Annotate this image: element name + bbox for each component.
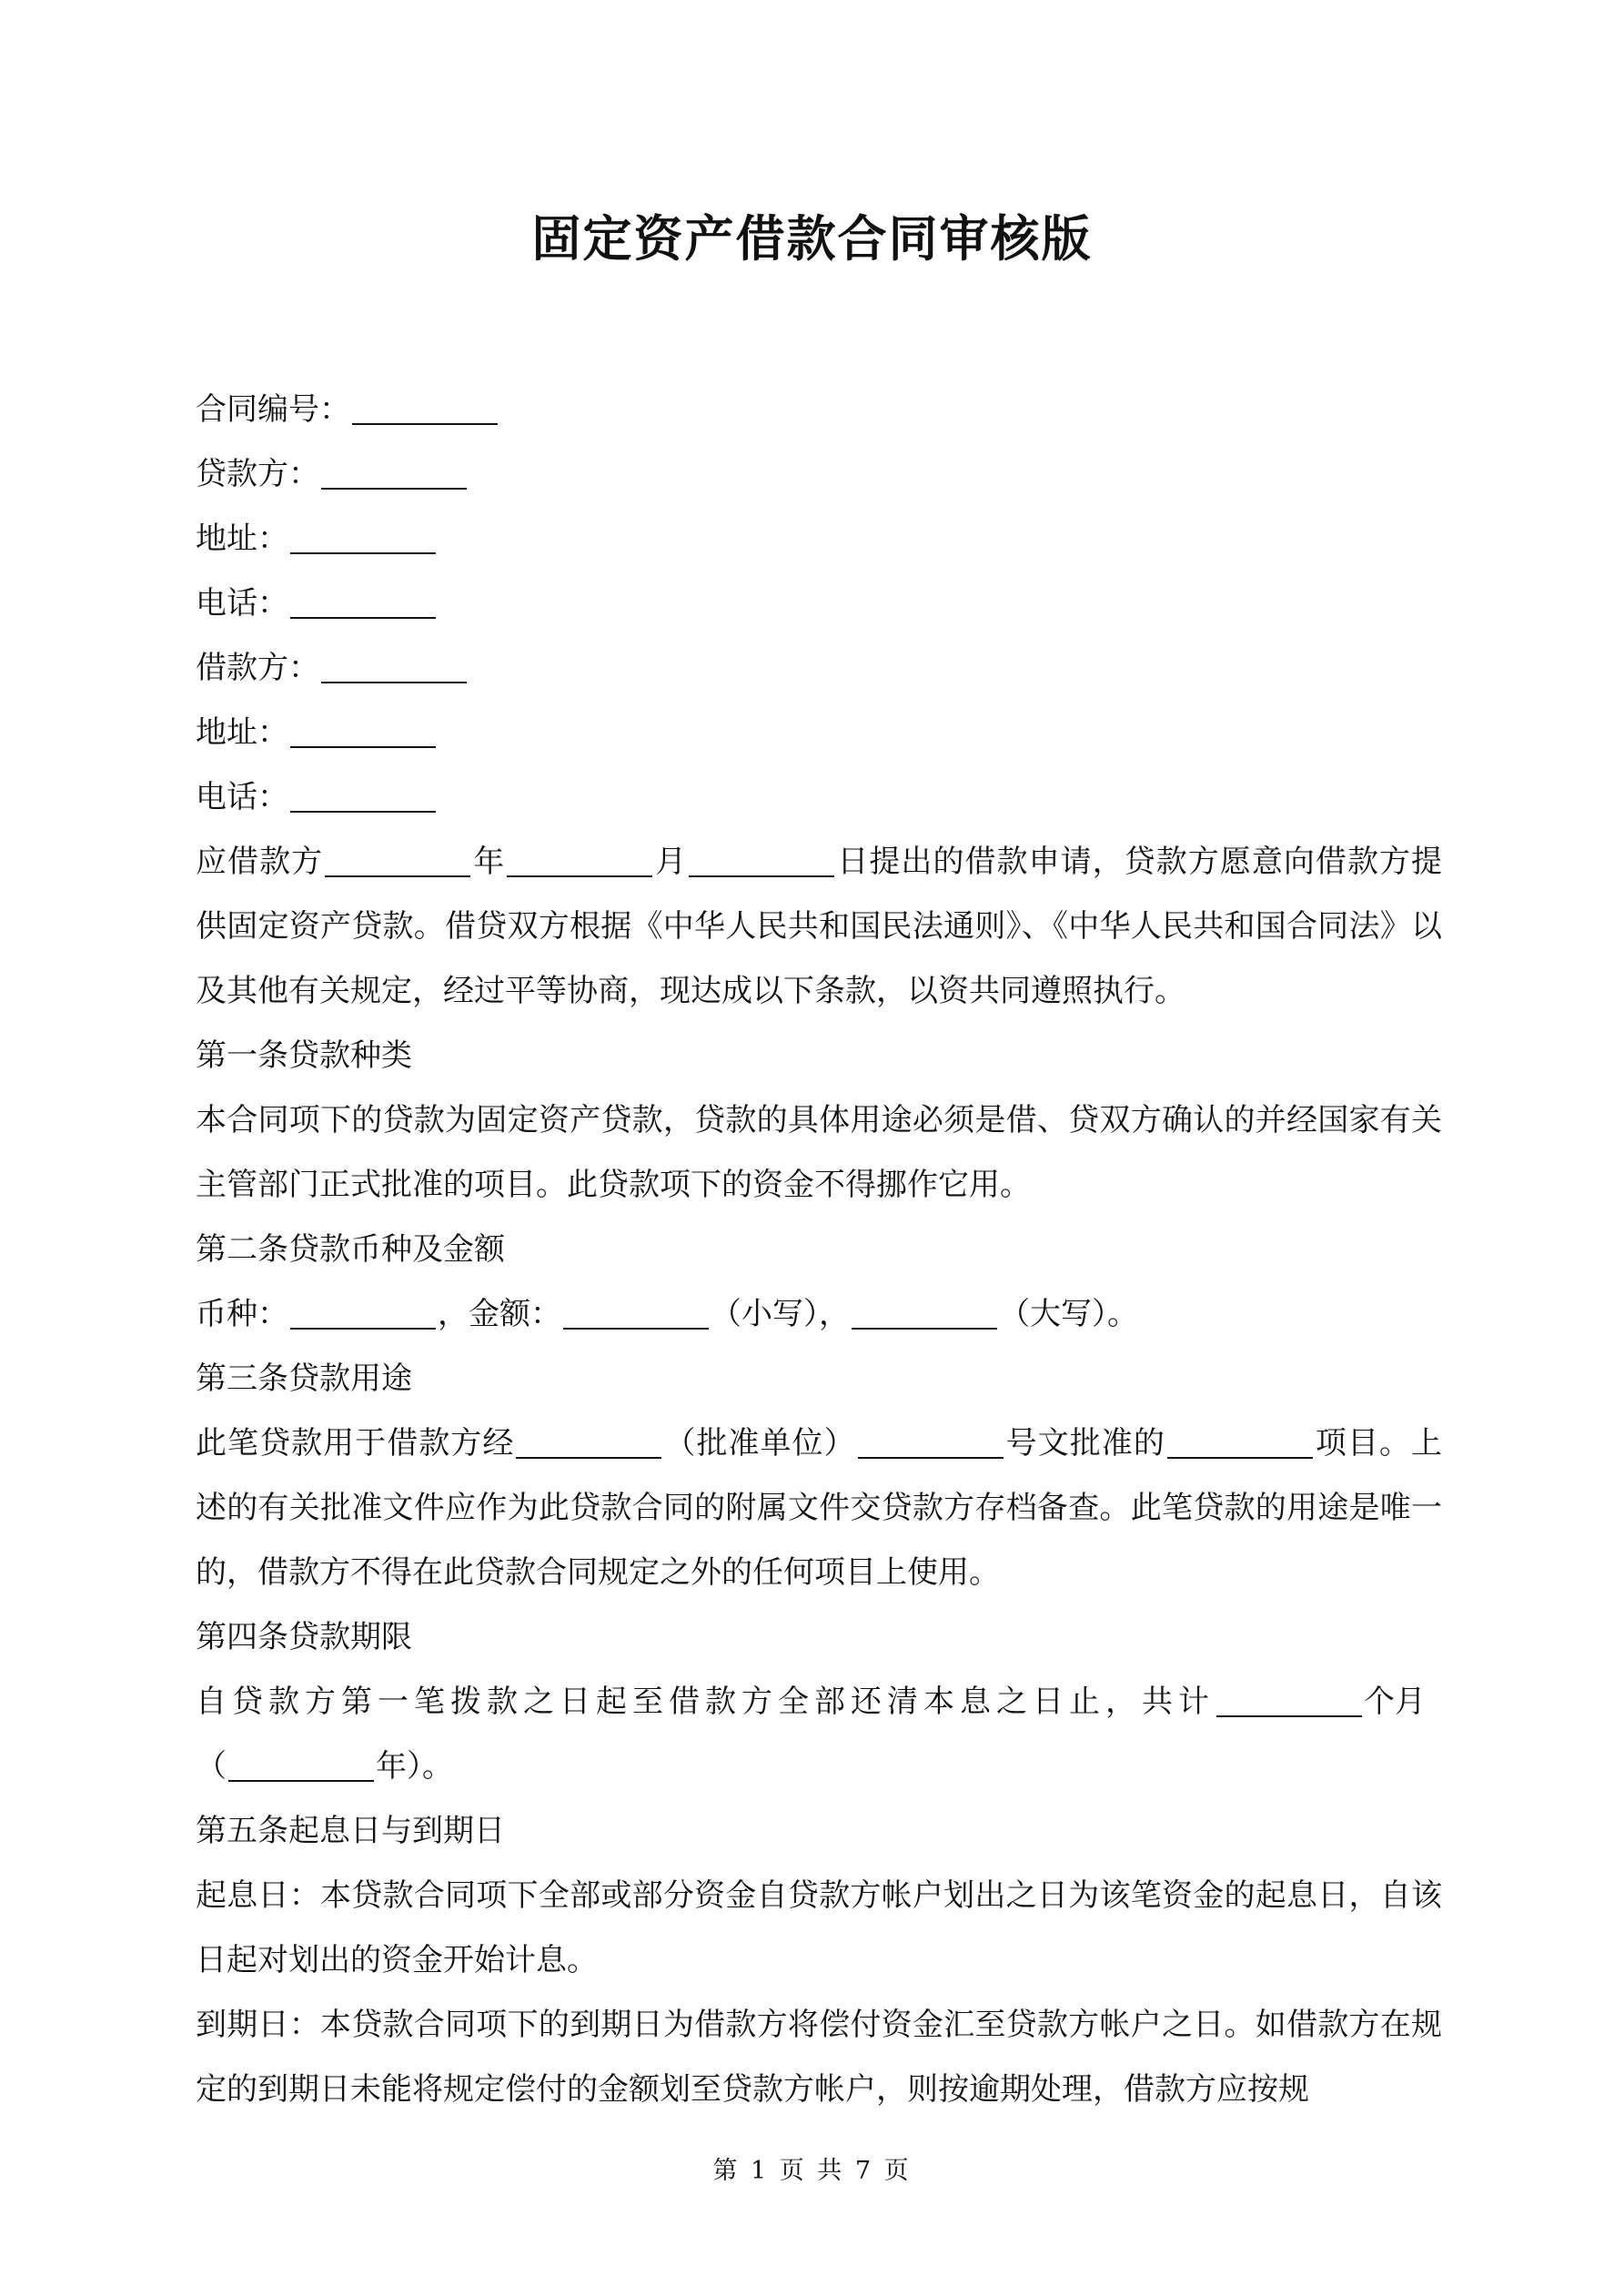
blank-line bbox=[228, 1744, 374, 1782]
field-label: 币种： bbox=[196, 1296, 288, 1332]
intro-paragraph bbox=[196, 830, 1442, 1024]
article-text: 此笔贷款用于借款方经 bbox=[196, 1425, 515, 1462]
blank-line bbox=[290, 516, 436, 554]
article-body bbox=[196, 1411, 1442, 1605]
article-heading: 第一条贷款种类 bbox=[196, 1037, 412, 1074]
blank-line bbox=[290, 710, 436, 748]
blank-line bbox=[1167, 1421, 1313, 1459]
lender-phone-field bbox=[196, 571, 1442, 636]
article-text: 个月 bbox=[1364, 1684, 1426, 1720]
blank-line bbox=[290, 581, 436, 619]
field-label: 地址： bbox=[196, 521, 288, 557]
article-text: 自贷款方第一笔拨款之日起至借款方全部还清本息之日止，共计 bbox=[196, 1684, 1215, 1720]
blank-line bbox=[563, 1291, 709, 1330]
blank-line bbox=[290, 1291, 436, 1330]
blank-line bbox=[516, 1421, 661, 1459]
article-body: 到期日：本贷款合同项下的到期日为借款方将偿付资金汇至贷款方帐户之日。如借款方在规定的到期日未能将规定偿付的金额划至贷款方帐户，则按逾期处理，借款方应按规 bbox=[196, 2007, 1442, 2108]
intro-text: 日提出的借款申请，贷款方愿意向借款方提供固定资产贷款。借贷双方根据《中华人民共和国民法通则》、《中华人民共和国合同法》以及其他有关规定，经过平等协商，现达成以下条款，以资共同遵照执行。 bbox=[196, 844, 1443, 1009]
intro-text: 年 bbox=[472, 844, 506, 880]
document-body bbox=[196, 378, 1442, 2122]
article-text: 年）。 bbox=[376, 1748, 453, 1785]
field-label: （大写）。 bbox=[999, 1296, 1138, 1332]
blank-line bbox=[290, 774, 436, 813]
field-label: 电话： bbox=[196, 779, 288, 815]
field-label: 借款方： bbox=[196, 650, 319, 686]
currency-amount-line bbox=[196, 1282, 1442, 1347]
field-label: ，金额： bbox=[438, 1296, 561, 1332]
article-text: 项目。上述的有关批准文件应作为此贷款合同的附属文件交贷款方存档备查。此笔贷款的用途是唯一的，借款方不得在此贷款合同规定之外的任何项目上使用。 bbox=[196, 1425, 1443, 1591]
article-text: （批准单位） bbox=[663, 1425, 856, 1462]
field-label: 贷款方： bbox=[196, 456, 319, 492]
blank-line bbox=[852, 1291, 997, 1330]
blank-line bbox=[858, 1421, 1004, 1459]
field-label: 地址： bbox=[196, 714, 288, 751]
article-heading: 第四条贷款期限 bbox=[196, 1619, 412, 1655]
field-label: 电话： bbox=[196, 585, 288, 622]
blank-line bbox=[1216, 1679, 1362, 1717]
blank-line bbox=[321, 645, 467, 683]
blank-line bbox=[325, 839, 470, 877]
page-footer: 第 1 页 共 7 页 bbox=[712, 2157, 912, 2185]
blank-line bbox=[507, 839, 652, 877]
document-title: 固定资产借款合同审核版 bbox=[531, 210, 1093, 268]
borrower-phone-field bbox=[196, 765, 1442, 830]
article-body: 起息日：本贷款合同项下全部或部分资金自贷款方帐户划出之日为该笔资金的起息日，自该日起对划出的资金开始计息。 bbox=[196, 1877, 1442, 1978]
field-label: 合同编号： bbox=[196, 391, 350, 428]
article-heading: 第五条起息日与到期日 bbox=[196, 1813, 505, 1849]
blank-line bbox=[352, 387, 498, 425]
article-text: 号文批准的 bbox=[1004, 1425, 1165, 1462]
article-text: （ bbox=[196, 1748, 227, 1785]
lender-field bbox=[196, 442, 1442, 507]
article-body: 本合同项下的贷款为固定资产贷款，贷款的具体用途必须是借、贷双方确认的并经国家有关主管部门正式批准的项目。此贷款项下的资金不得挪作它用。 bbox=[196, 1102, 1442, 1203]
blank-line bbox=[321, 451, 467, 490]
field-label: （小写）， bbox=[711, 1296, 850, 1332]
article-body bbox=[196, 1670, 1442, 1799]
borrower-field bbox=[196, 636, 1442, 701]
article-heading: 第二条贷款币种及金额 bbox=[196, 1231, 505, 1268]
blank-line bbox=[689, 839, 834, 877]
article-heading: 第三条贷款用途 bbox=[196, 1360, 412, 1397]
intro-text: 应借款方 bbox=[196, 844, 324, 880]
lender-address-field bbox=[196, 507, 1442, 571]
intro-text: 月 bbox=[654, 844, 688, 880]
contract-number-field bbox=[196, 378, 1442, 442]
borrower-address-field bbox=[196, 701, 1442, 765]
